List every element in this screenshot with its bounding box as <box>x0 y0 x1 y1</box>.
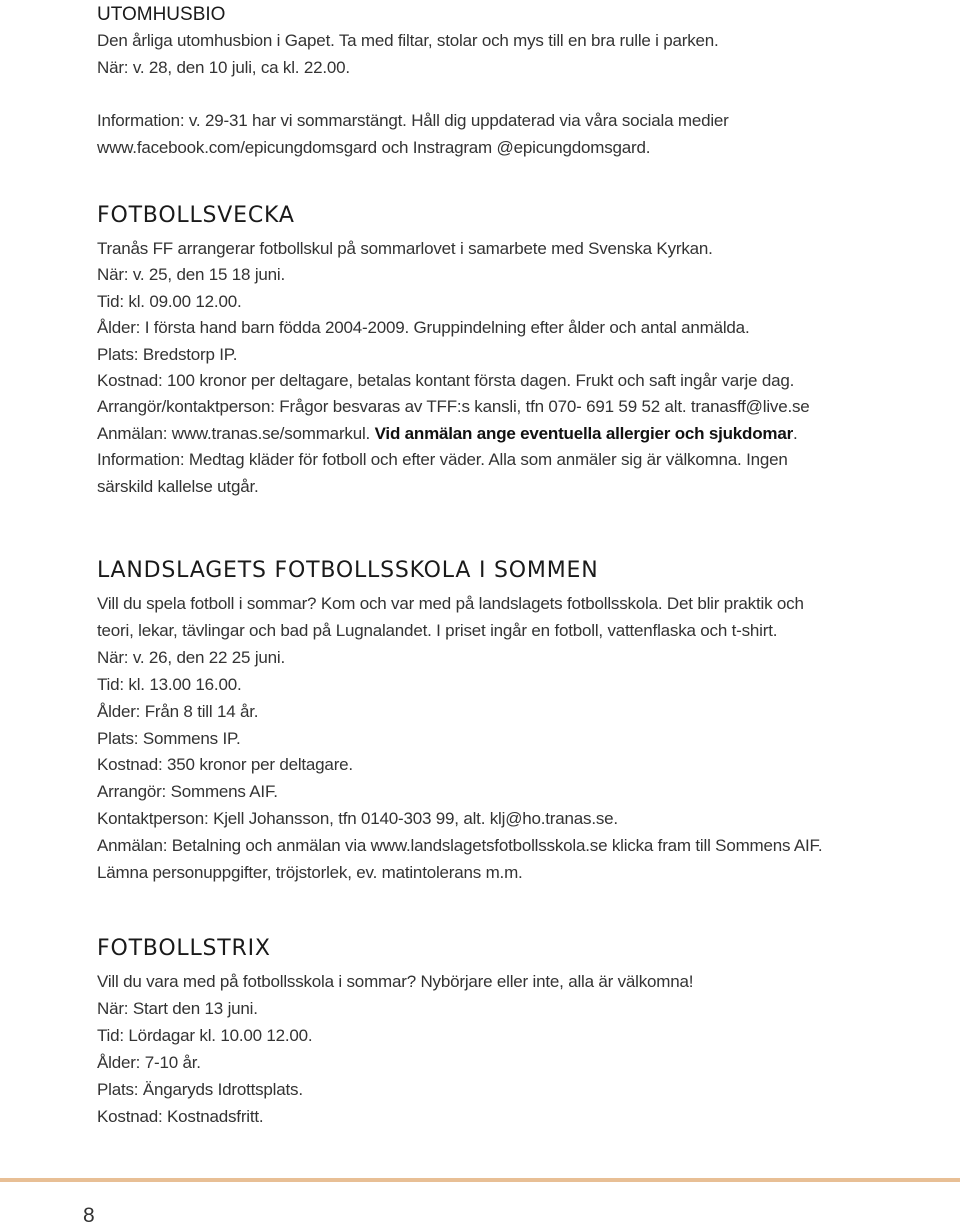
section-utomhusbio <box>97 3 942 162</box>
text-line: Information: Medtag kläder för fotboll och efter väder. Alla som anmäler sig är välkomna. Ingen <box>97 450 788 470</box>
text-line: Tid: kl. 09.00 12.00. <box>97 291 242 311</box>
text-line: Information: v. 29-31 har vi sommarstängt. Håll dig uppdaterad via våra sociala medier <box>97 111 729 131</box>
text-line: Ålder: I första hand barn födda 2004-2009. Gruppindelning efter ålder och antal anmälda. <box>97 318 750 338</box>
footer-rule <box>0 1178 960 1182</box>
text-line: Ålder: Från 8 till 14 år. <box>97 701 259 721</box>
text-line: När: v. 26, den 22 25 juni. <box>97 647 286 667</box>
text-line: Kostnad: 100 kronor per deltagare, betalas kontant första dagen. Frukt och saft ingår varje dag. <box>97 371 795 391</box>
section-heading: UTOMHUSBIO <box>97 4 226 25</box>
allergy-notice: Vid anmälan ange eventuella allergier och sjukdomar <box>374 423 794 443</box>
text-line: När: Start den 13 juni. <box>97 998 258 1018</box>
text-line: Plats: Ängaryds Idrottsplats. <box>97 1079 303 1099</box>
section-fotbollstrix <box>97 934 942 1130</box>
text-line: När: v. 25, den 15 18 juni. <box>97 265 286 285</box>
text-line: Lämna personuppgifter, tröjstorlek, ev. matintolerans m.m. <box>97 863 523 883</box>
text-line: teori, lekar, tävlingar och bad på Lugnalandet. I priset ingår en fotboll, vattenflaska och t-shirt. <box>97 620 778 640</box>
text-line: När: v. 28, den 10 juli, ca kl. 22.00. <box>97 57 350 77</box>
section-heading: LANDSLAGETS FOTBOLLSSKOLA I SOMMEN <box>97 558 599 583</box>
section-heading: FOTBOLLSVECKA <box>97 203 295 228</box>
text-line: Plats: Sommens IP. <box>97 728 241 748</box>
section-fotbollsvecka <box>97 201 942 500</box>
text-line: Vill du spela fotboll i sommar? Kom och var med på landslagets fotbollsskola. Det blir praktik och <box>97 594 804 613</box>
registration-line <box>97 421 942 447</box>
section-landslaget <box>97 556 942 887</box>
text-line: Ålder: 7-10 år. <box>97 1052 201 1072</box>
text-line: Kostnad: Kostnadsfritt. <box>97 1106 264 1126</box>
blank-line <box>97 82 942 109</box>
text-line: särskild kallelse utgår. <box>97 476 259 496</box>
text-line: Vill du vara med på fotbollsskola i sommar? Nybörjare eller inte, alla är välkomna! <box>97 972 694 991</box>
text-line: Tid: Lördagar kl. 10.00 12.00. <box>97 1025 313 1045</box>
registration-link-text: Anmälan: www.tranas.se/sommarkul. <box>97 423 371 443</box>
section-heading: FOTBOLLSTRIX <box>97 936 271 961</box>
text-line: Den årliga utomhusbion i Gapet. Ta med filtar, stolar och mys till en bra rulle i parken. <box>97 31 719 50</box>
text-line: Arrangör: Sommens AIF. <box>97 782 278 802</box>
text-line: Kostnad: 350 kronor per deltagare. <box>97 755 353 775</box>
period: . <box>793 423 798 443</box>
text-line: Tid: kl. 13.00 16.00. <box>97 674 242 694</box>
text-line: Plats: Bredstorp IP. <box>97 344 238 364</box>
text-line: www.facebook.com/epicungdomsgard och Instragram @epicungdomsgard. <box>97 138 651 158</box>
text-line: Tranås FF arrangerar fotbollskul på sommarlovet i samarbete med Svenska Kyrkan. <box>97 239 713 258</box>
text-line: Arrangör/kontaktperson: Frågor besvaras av TFF:s kansli, tfn 070- 691 59 52 alt. tranasff@live.se <box>97 397 810 417</box>
page-number: 8 <box>83 1204 95 1227</box>
text-line: Kontaktperson: Kjell Johansson, tfn 0140-303 99, alt. klj@ho.tranas.se. <box>97 809 618 829</box>
text-line: Anmälan: Betalning och anmälan via www.landslagetsfotbollsskola.se klicka fram till Sommens AIF. <box>97 836 823 856</box>
